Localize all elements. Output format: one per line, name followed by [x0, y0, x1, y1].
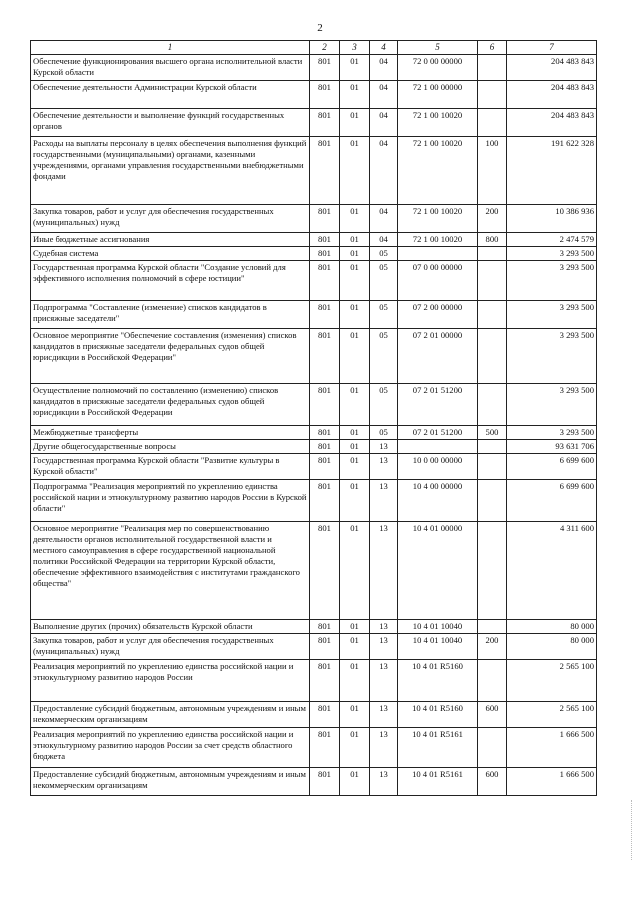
row-code-2: 801	[310, 384, 340, 426]
row-code-2: 801	[310, 329, 340, 384]
row-amount: 1 666 500	[507, 768, 597, 796]
row-code-2: 801	[310, 480, 340, 522]
row-code-2: 801	[310, 454, 340, 480]
row-code-4: 13	[370, 634, 398, 660]
row-name: Расходы на выплаты персоналу в целях обеспечения выполнения функций государственными (муниципальными) органами, казенными учреждениями, органами управления государственными внебюджетными фондами	[31, 137, 310, 205]
row-code-4: 05	[370, 384, 398, 426]
row-code-5: 72 1 00 10020	[398, 137, 478, 205]
row-name: Государственная программа Курской области "Создание условий для эффективного исполнения полномочий в сфере юстиции"	[31, 261, 310, 301]
row-code-4: 04	[370, 137, 398, 205]
row-code-2: 801	[310, 768, 340, 796]
row-code-3: 01	[340, 55, 370, 81]
table-row	[31, 329, 597, 384]
row-code-2: 801	[310, 205, 340, 233]
table-row	[31, 301, 597, 329]
row-amount: 1 666 500	[507, 728, 597, 768]
row-code-6: 800	[478, 233, 507, 247]
row-code-3: 01	[340, 728, 370, 768]
row-code-2: 801	[310, 522, 340, 620]
row-code-6	[478, 109, 507, 137]
row-code-4: 04	[370, 205, 398, 233]
row-code-5: 72 0 00 00000	[398, 55, 478, 81]
row-code-3: 01	[340, 522, 370, 620]
row-code-6: 600	[478, 768, 507, 796]
row-code-5: 10 4 01 R5160	[398, 702, 478, 728]
row-code-6	[478, 247, 507, 261]
row-amount: 6 699 600	[507, 454, 597, 480]
row-code-2: 801	[310, 81, 340, 109]
table-row	[31, 384, 597, 426]
row-code-2: 801	[310, 137, 340, 205]
row-code-5: 10 4 01 R5160	[398, 660, 478, 702]
table-row	[31, 480, 597, 522]
row-amount: 3 293 500	[507, 247, 597, 261]
row-name: Реализация мероприятий по укреплению единства российской нации и этнокультурному развитию народов России	[31, 660, 310, 702]
row-code-6	[478, 55, 507, 81]
row-code-5: 07 2 01 51200	[398, 384, 478, 426]
row-code-4: 04	[370, 233, 398, 247]
row-code-3: 01	[340, 109, 370, 137]
row-code-6	[478, 440, 507, 454]
row-code-6	[478, 620, 507, 634]
row-name: Государственная программа Курской области "Развитие культуры в Курской области"	[31, 454, 310, 480]
row-code-3: 01	[340, 620, 370, 634]
row-code-3: 01	[340, 384, 370, 426]
row-code-4: 04	[370, 81, 398, 109]
row-code-5: 07 2 01 00000	[398, 329, 478, 384]
row-name: Предоставление субсидий бюджетным, автономным учреждениям и иным некоммерческим организациям	[31, 702, 310, 728]
row-code-4: 04	[370, 55, 398, 81]
row-code-3: 01	[340, 301, 370, 329]
table-row	[31, 522, 597, 620]
row-code-3: 01	[340, 454, 370, 480]
table-row	[31, 81, 597, 109]
row-code-4: 05	[370, 301, 398, 329]
row-name: Закупка товаров, работ и услуг для обеспечения государственных (муниципальных) нужд	[31, 205, 310, 233]
row-code-6: 100	[478, 137, 507, 205]
row-code-5: 07 2 00 00000	[398, 301, 478, 329]
row-code-2: 801	[310, 301, 340, 329]
row-code-3: 01	[340, 440, 370, 454]
row-code-5: 07 2 01 51200	[398, 426, 478, 440]
row-amount: 204 483 843	[507, 81, 597, 109]
row-name: Предоставление субсидий бюджетным, автономным учреждениям и иным некоммерческим организациям	[31, 768, 310, 796]
row-amount: 3 293 500	[507, 384, 597, 426]
row-code-4: 05	[370, 247, 398, 261]
budget-table	[30, 40, 597, 796]
row-code-4: 13	[370, 620, 398, 634]
row-amount: 10 386 936	[507, 205, 597, 233]
page-number: 2	[317, 22, 323, 34]
row-code-2: 801	[310, 247, 340, 261]
row-code-3: 01	[340, 81, 370, 109]
row-code-2: 801	[310, 109, 340, 137]
table-row	[31, 426, 597, 440]
table-row	[31, 55, 597, 81]
row-code-6: 200	[478, 205, 507, 233]
row-code-5: 72 1 00 00000	[398, 81, 478, 109]
row-amount: 80 000	[507, 634, 597, 660]
row-name: Основное мероприятие "Обеспечение составления (изменения) списков кандидатов в присяжные заседатели федеральных судов общей юрисдикции в Российской Федерации"	[31, 329, 310, 384]
row-code-3: 01	[340, 329, 370, 384]
row-code-5: 10 4 01 10040	[398, 620, 478, 634]
row-amount: 80 000	[507, 620, 597, 634]
row-code-6	[478, 480, 507, 522]
header-col-7: 7	[507, 41, 597, 55]
row-name: Подпрограмма "Составление (изменение) списков кандидатов в присяжные заседатели"	[31, 301, 310, 329]
row-code-3: 01	[340, 660, 370, 702]
row-code-2: 801	[310, 728, 340, 768]
row-code-2: 801	[310, 620, 340, 634]
table-row	[31, 702, 597, 728]
row-code-5	[398, 440, 478, 454]
row-code-6: 600	[478, 702, 507, 728]
row-code-4: 05	[370, 329, 398, 384]
row-code-4: 13	[370, 480, 398, 522]
header-col-5: 5	[398, 41, 478, 55]
row-name: Закупка товаров, работ и услуг для обеспечения государственных (муниципальных) нужд	[31, 634, 310, 660]
row-code-6	[478, 660, 507, 702]
scan-edge-mark	[630, 800, 632, 860]
table-row	[31, 660, 597, 702]
table-row	[31, 440, 597, 454]
row-amount: 3 293 500	[507, 261, 597, 301]
row-code-4: 05	[370, 426, 398, 440]
table-row	[31, 634, 597, 660]
row-code-6	[478, 454, 507, 480]
header-col-3: 3	[340, 41, 370, 55]
row-code-5: 07 0 00 00000	[398, 261, 478, 301]
row-name: Подпрограмма "Реализация мероприятий по укреплению единства российской нации и этнокультурному развитию народов России в Курской области"	[31, 480, 310, 522]
table-header-row	[31, 41, 597, 55]
row-amount: 204 483 843	[507, 109, 597, 137]
table-row	[31, 137, 597, 205]
row-name: Судебная система	[31, 247, 310, 261]
table-row	[31, 261, 597, 301]
row-code-5: 72 1 00 10020	[398, 109, 478, 137]
row-name: Осуществление полномочий по составлению (изменению) списков кандидатов в присяжные заседатели федеральных судов общей юрисдикции в Российской Федерации	[31, 384, 310, 426]
table-row	[31, 247, 597, 261]
row-code-2: 801	[310, 660, 340, 702]
row-code-6	[478, 384, 507, 426]
row-name: Иные бюджетные ассигнования	[31, 233, 310, 247]
row-code-6	[478, 301, 507, 329]
row-code-2: 801	[310, 55, 340, 81]
table-row	[31, 233, 597, 247]
row-code-6: 200	[478, 634, 507, 660]
row-name: Реализация мероприятий по укреплению единства российской нации и этнокультурному развитию народов России за счет средств областного бюджета	[31, 728, 310, 768]
table-row	[31, 620, 597, 634]
row-code-5: 72 1 00 10020	[398, 205, 478, 233]
row-code-3: 01	[340, 634, 370, 660]
row-amount: 2 565 100	[507, 702, 597, 728]
header-col-2: 2	[310, 41, 340, 55]
row-code-5: 10 4 00 00000	[398, 480, 478, 522]
row-amount: 6 699 600	[507, 480, 597, 522]
row-name: Основное мероприятие "Реализация мер по совершенствованию деятельности органов исполнительной государственной власти и местного самоуправления в сфере государственной национальной политики Российской Федерации на территории Курской области, обеспечение эффективного взаимодействия с институтами гражданского общества"	[31, 522, 310, 620]
row-code-2: 801	[310, 702, 340, 728]
row-code-2: 801	[310, 261, 340, 301]
row-code-6: 500	[478, 426, 507, 440]
row-code-3: 01	[340, 426, 370, 440]
row-code-2: 801	[310, 233, 340, 247]
row-code-4: 13	[370, 702, 398, 728]
row-code-3: 01	[340, 247, 370, 261]
row-name: Межбюджетные трансферты	[31, 426, 310, 440]
table-row	[31, 205, 597, 233]
row-code-4: 13	[370, 768, 398, 796]
table-row	[31, 768, 597, 796]
table-row	[31, 109, 597, 137]
row-name: Другие общегосударственные вопросы	[31, 440, 310, 454]
row-code-4: 13	[370, 440, 398, 454]
row-amount: 2 565 100	[507, 660, 597, 702]
row-amount: 4 311 600	[507, 522, 597, 620]
row-code-3: 01	[340, 137, 370, 205]
row-code-5: 10 4 01 R5161	[398, 728, 478, 768]
row-code-6	[478, 329, 507, 384]
header-col-6: 6	[478, 41, 507, 55]
row-code-6	[478, 522, 507, 620]
header-col-4: 4	[370, 41, 398, 55]
row-amount: 204 483 843	[507, 55, 597, 81]
row-code-2: 801	[310, 426, 340, 440]
row-code-4: 13	[370, 728, 398, 768]
row-code-3: 01	[340, 205, 370, 233]
row-name: Обеспечение деятельности Администрации Курской области	[31, 81, 310, 109]
table-row	[31, 454, 597, 480]
row-code-2: 801	[310, 634, 340, 660]
row-name: Выполнение других (прочих) обязательств Курской области	[31, 620, 310, 634]
row-code-6	[478, 728, 507, 768]
row-amount: 2 474 579	[507, 233, 597, 247]
row-code-3: 01	[340, 768, 370, 796]
table-row	[31, 728, 597, 768]
row-amount: 3 293 500	[507, 426, 597, 440]
row-code-3: 01	[340, 261, 370, 301]
row-amount: 3 293 500	[507, 301, 597, 329]
row-amount: 93 631 706	[507, 440, 597, 454]
row-code-3: 01	[340, 702, 370, 728]
row-code-6	[478, 81, 507, 109]
row-code-5: 10 0 00 00000	[398, 454, 478, 480]
row-code-5: 72 1 00 10020	[398, 233, 478, 247]
row-code-6	[478, 261, 507, 301]
row-code-4: 05	[370, 261, 398, 301]
row-code-2: 801	[310, 440, 340, 454]
row-code-5: 10 4 01 00000	[398, 522, 478, 620]
row-name: Обеспечение функционирования высшего органа исполнительной власти Курской области	[31, 55, 310, 81]
row-name: Обеспечение деятельности и выполнение функций государственных органов	[31, 109, 310, 137]
header-col-1: 1	[31, 41, 310, 55]
row-amount: 3 293 500	[507, 329, 597, 384]
row-code-4: 13	[370, 454, 398, 480]
row-code-4: 13	[370, 660, 398, 702]
row-code-4: 13	[370, 522, 398, 620]
row-code-5	[398, 247, 478, 261]
row-code-5: 10 4 01 R5161	[398, 768, 478, 796]
row-amount: 191 622 328	[507, 137, 597, 205]
row-code-4: 04	[370, 109, 398, 137]
row-code-3: 01	[340, 480, 370, 522]
row-code-5: 10 4 01 10040	[398, 634, 478, 660]
row-code-3: 01	[340, 233, 370, 247]
